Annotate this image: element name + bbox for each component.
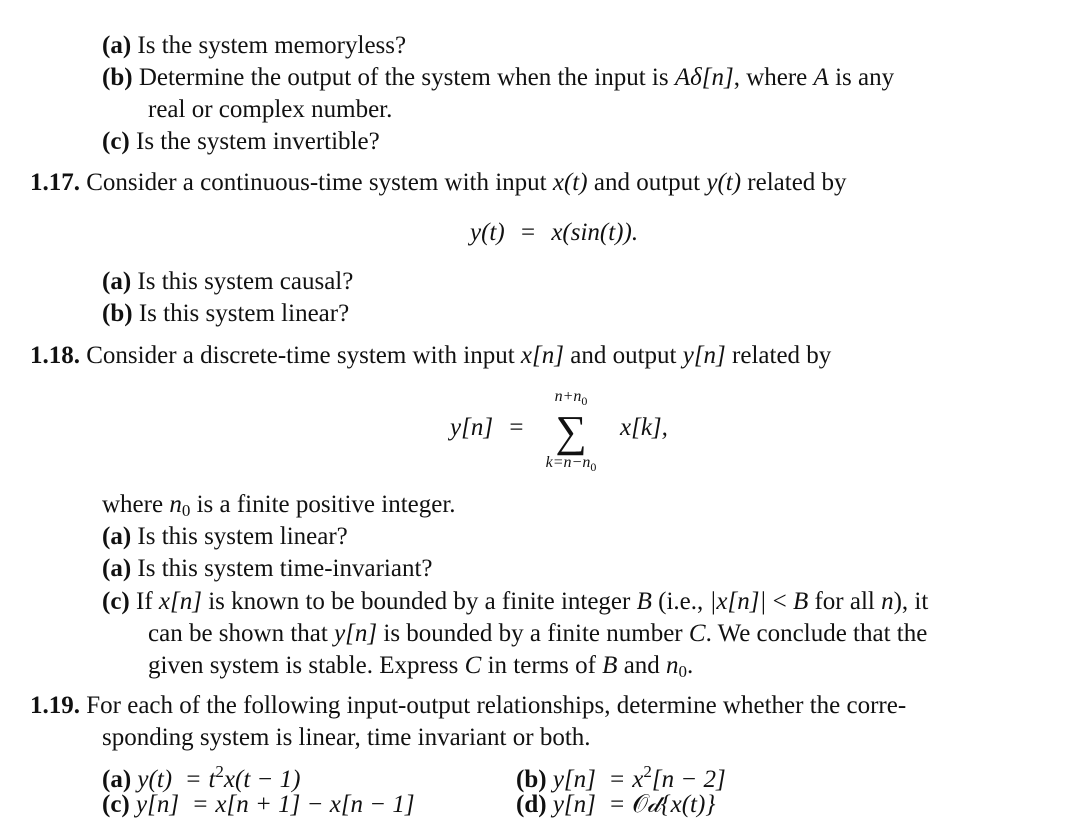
item-label: (d) [516, 791, 547, 818]
eq-rhs: [n − 2] [651, 766, 726, 793]
eq-lhs: y[n] [136, 791, 180, 818]
p18-eq-rhs [620, 412, 668, 444]
item-text: Is this system causal? [137, 268, 354, 295]
p18-intro [30, 340, 831, 372]
item-label: (a) [102, 268, 132, 295]
problem-number: 1.17. [30, 169, 80, 196]
p19-item-d [516, 789, 715, 821]
intro-text: related by [741, 169, 847, 196]
intro-text: related by [725, 342, 832, 369]
item-label: (a) [102, 523, 132, 550]
math-var: C [464, 652, 482, 679]
eq-lhs: y(t) [137, 766, 173, 793]
eq-rhs: x[k], [620, 414, 668, 441]
p18-item-a [102, 521, 348, 553]
eq-sign: = [520, 219, 536, 246]
p17-item-b [102, 298, 349, 330]
item-text: real or complex number. [148, 96, 393, 123]
math-expr: y[n] [682, 342, 726, 369]
item-text: for all [808, 588, 882, 615]
p19-item-c [102, 789, 415, 821]
item-text: If [136, 588, 159, 615]
math-expr: y(t) [706, 169, 742, 196]
item-text: . [687, 652, 694, 679]
math-sup: 2 [215, 762, 224, 781]
intro-text: and output [587, 169, 707, 196]
item-label: (c) [102, 588, 130, 615]
p18-item-c-line2 [148, 618, 927, 650]
p16-item-a [102, 30, 406, 62]
intro-text: For each of the following input-output relationships, determine whether the corre- [86, 692, 907, 719]
item-text: ), it [893, 588, 929, 615]
item-text: is known to be bounded by a finite integer [201, 588, 637, 615]
eq-lhs: y[n] [552, 791, 596, 818]
p18-item-c [102, 586, 928, 618]
p19-intro-cont [102, 722, 591, 754]
item-text: Is this system linear? [138, 300, 350, 327]
math-var: A [674, 64, 691, 91]
item-text: is bounded by a finite number [377, 620, 689, 647]
item-text: Is the system invertible? [136, 128, 380, 155]
math-expr: δ[n] [690, 64, 734, 91]
item-text: can be shown that [148, 620, 335, 647]
math-var: C [688, 620, 706, 647]
sum-upper-limit: $n+n_0$ [554, 388, 588, 408]
summation [538, 388, 604, 476]
p16-item-b-cont [148, 94, 392, 126]
math-expr: x[n] [158, 588, 202, 615]
eq-sign: = [509, 414, 524, 441]
math-var: n [169, 491, 182, 518]
p17-item-a [102, 266, 353, 298]
item-text: and [617, 652, 667, 679]
math-var: n [881, 588, 894, 615]
item-label: (b) [102, 64, 133, 91]
math-var: B [602, 652, 618, 679]
math-expr: |x[n]| [709, 588, 767, 615]
eq-sign: = [193, 791, 208, 818]
intro-text: Consider a discrete-time system with input [86, 342, 521, 369]
p18-eq-lhs [450, 412, 533, 444]
problem-number: 1.18. [30, 342, 80, 369]
math-var: B [792, 588, 809, 615]
item-label: (c) [102, 128, 130, 155]
item-text: is any [828, 64, 895, 91]
eq-rhs: {x(t)} [660, 791, 716, 818]
p17-equation [470, 217, 638, 249]
sigma-icon: ∑ [555, 407, 587, 456]
math-var: B [636, 588, 652, 615]
item-label: (b) [102, 300, 133, 327]
item-text: given system is stable. Express [148, 652, 465, 679]
item-label: (b) [516, 766, 547, 793]
where-text: is a finite positive integer. [190, 491, 456, 518]
p19-intro [30, 690, 906, 722]
p18-item-a2 [102, 553, 433, 585]
p16-item-c [102, 126, 380, 158]
eq-lhs: y[n] [450, 414, 494, 441]
p17-intro [30, 167, 847, 199]
eq-rhs: x[n + 1] − x[n − 1] [215, 791, 415, 818]
eq-rhs: x(sin(t)). [551, 219, 639, 246]
math-var: x [632, 766, 644, 793]
item-label: (a) [102, 32, 132, 59]
item-text: Is the system memoryless? [137, 32, 407, 59]
math-expr: x(t) [552, 169, 588, 196]
eq-sign: = [610, 791, 625, 818]
math-expr: x[n] [520, 342, 564, 369]
where-text: where [102, 491, 170, 518]
intro-text: and output [563, 342, 683, 369]
math-sup: 2 [643, 762, 652, 781]
eq-rhs: x(t − 1) [223, 766, 301, 793]
item-text: , where [733, 64, 814, 91]
math-sub: 0 [181, 501, 191, 520]
eq-lhs: y(t) [470, 219, 505, 246]
math-sub: 0 [678, 662, 688, 681]
odd-part-operator: 𝒪𝒹 [632, 791, 661, 818]
intro-text: sponding system is linear, time invariant or both. [102, 724, 591, 751]
p18-item-c-line3 [148, 650, 693, 688]
math-var: A [813, 64, 829, 91]
math-expr: y[n] [334, 620, 378, 647]
item-label: (a) [102, 555, 132, 582]
item-text: Determine the output of the system when the input is [138, 64, 675, 91]
item-text: in terms of [481, 652, 603, 679]
p16-item-b [102, 62, 894, 94]
item-text: . We conclude that the [705, 620, 928, 647]
math-var: t [208, 766, 216, 793]
item-text: Is this system linear? [137, 523, 348, 550]
item-text: (i.e., [651, 588, 710, 615]
math-var: n [666, 652, 679, 679]
eq-lhs: y[n] [552, 766, 596, 793]
item-label: (c) [102, 791, 130, 818]
item-text: < [766, 588, 793, 615]
problem-number: 1.19. [30, 692, 80, 719]
intro-text: Consider a continuous-time system with input [86, 169, 553, 196]
item-label: (a) [102, 766, 132, 793]
item-text: Is this system time-invariant? [137, 555, 433, 582]
sum-lower-limit: $k=n-n_0$ [545, 454, 597, 474]
eq-sign: = [610, 766, 625, 793]
eq-sign: = [186, 766, 201, 793]
